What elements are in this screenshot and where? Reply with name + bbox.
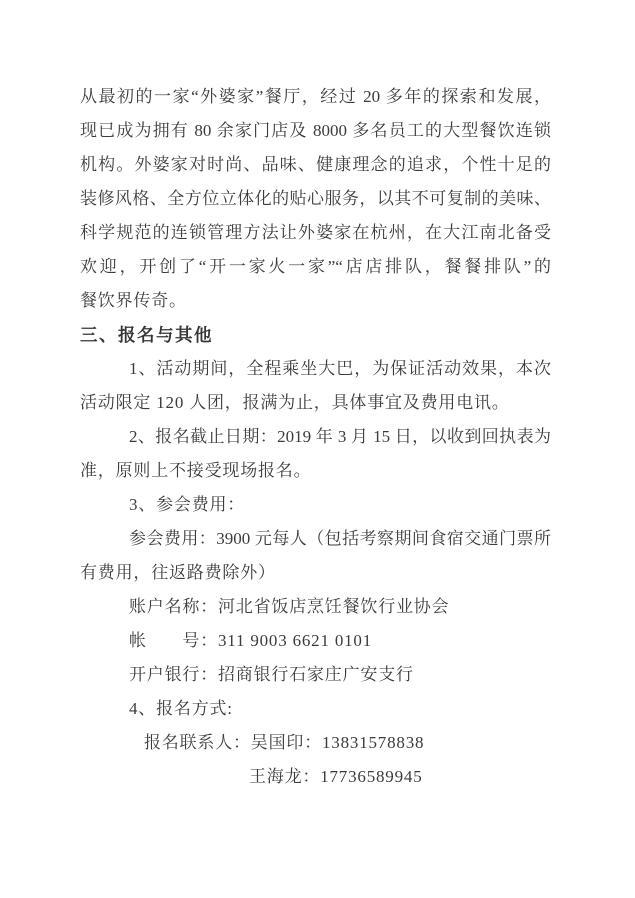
about-paragraph-line: 从最初的一家“外婆家”餐厅，经过 20 多年的探索和发展， (80, 87, 551, 106)
about-paragraph-line: 装修风格、全方位立体化的贴心服务，以其不可复制的美味、 (80, 189, 551, 208)
list-item-2-line-2: 准，原则上不接受现场报名。 (80, 461, 312, 480)
fee-line-1: 参会费用：3900 元每人（包括考察期间食宿交通门票所 (129, 529, 551, 548)
about-paragraph-line: 科学规范的连锁管理方法让外婆家在杭州，在大江南北备受 (80, 223, 551, 242)
bank-row: 开户银行：招商银行石家庄广安支行 (129, 665, 414, 684)
account-number-row: 帐 号：311 9003 6621 0101 (129, 631, 373, 650)
list-item-4-title: 4、报名方式: (129, 699, 233, 718)
about-paragraph-line: 欢迎，开创了“开一家火一家”“店店排队，餐餐排队”的 (80, 257, 551, 276)
list-item-1-line-1: 1、活动期间，全程乘坐大巴，为保证活动效果，本次 (129, 359, 551, 378)
about-paragraph-line: 现已成为拥有 80 余家门店及 8000 多名员工的大型餐饮连锁 (80, 121, 551, 140)
account-name-row: 账户名称：河北省饭店烹饪餐饮行业协会 (129, 597, 450, 616)
section-heading: 三、报名与其他 (80, 325, 213, 345)
list-item-2-line-1: 2、报名截止日期：2019 年 3 月 15 日，以收到回执表为 (129, 427, 551, 446)
document-body (80, 80, 551, 794)
contact-row-1: 报名联系人：吴国印：13831578838 (144, 733, 425, 752)
fee-line-2: 有费用，往返路费除外） (80, 563, 276, 582)
contact-row-2: 王海龙：17736589945 (249, 767, 423, 786)
about-paragraph-line: 机构。外婆家对时尚、品味、健康理念的追求，个性十足的 (80, 155, 551, 174)
about-paragraph-line: 餐饮界传奇。 (80, 291, 187, 310)
list-item-3-title: 3、参会费用： (129, 495, 246, 514)
list-item-1-line-2: 活动限定 120 人团，报满为止，具体事宜及费用电讯。 (80, 393, 510, 412)
